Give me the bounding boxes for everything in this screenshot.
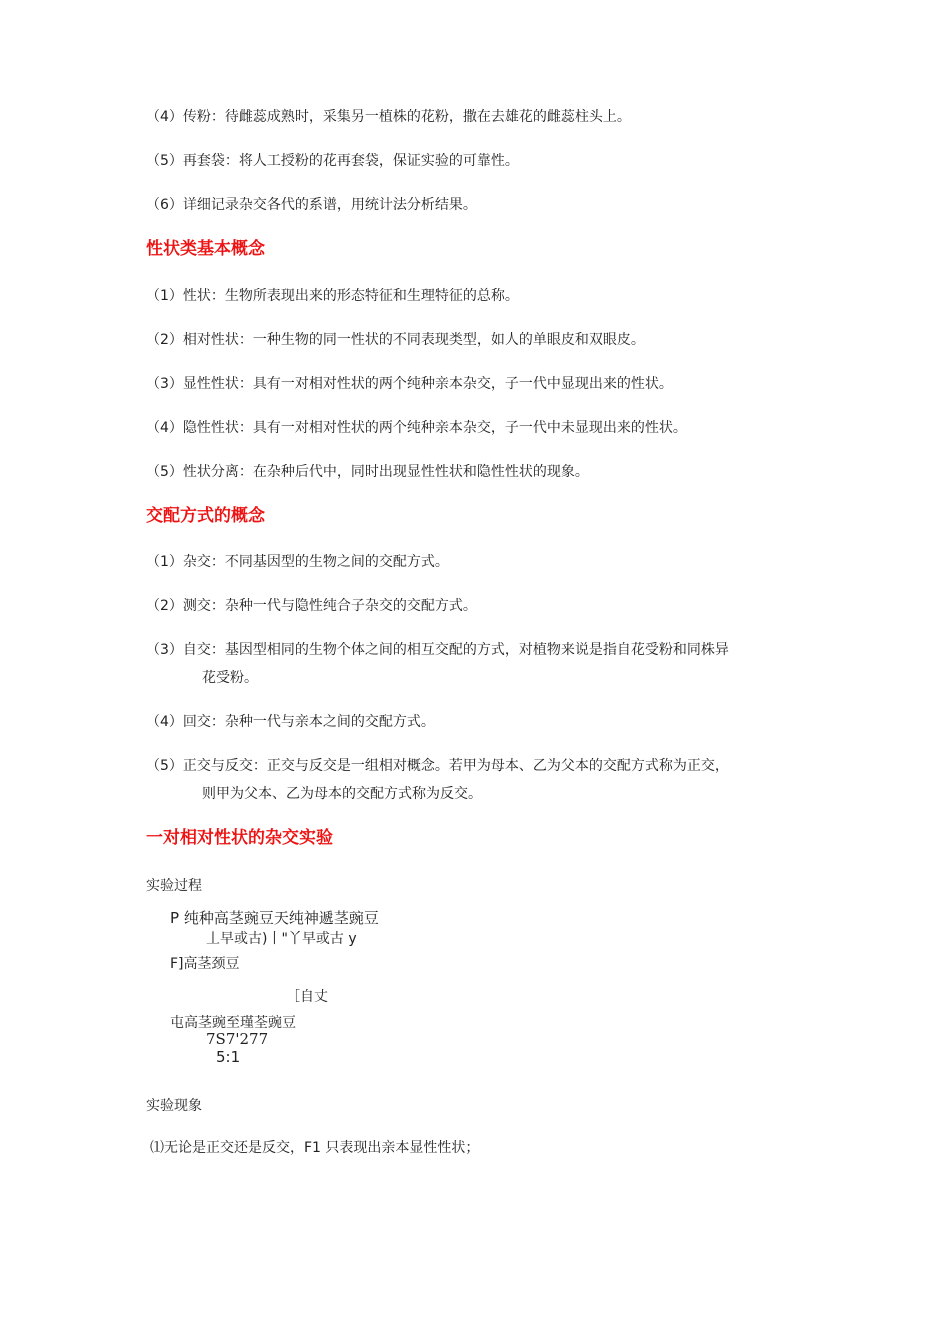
trait-item-2: （2）相对性状：一种生物的同一性状的不同表现类型，如人的单眼皮和双眼皮。 <box>146 332 645 348</box>
trait-item-5: （5）性状分离：在杂种后代中，同时出现显性性状和隐性性状的现象。 <box>146 464 589 480</box>
diagram-selfing: ［自丈 <box>286 989 328 1005</box>
trait-item-1: （1）性状：生物所表现出来的形态特征和生理特征的总称。 <box>146 288 519 304</box>
phenomenon-label: 实验现象 <box>146 1098 202 1114</box>
trait-item-3: （3）显性性状：具有一对相对性状的两个纯种亲本杂交，子一代中显现出来的性状。 <box>146 376 673 392</box>
section-title-mating: 交配方式的概念 <box>146 506 265 526</box>
diagram-p-sub: 丄早或古)丨"丫早或古 y <box>206 931 357 947</box>
section-title-traits: 性状类基本概念 <box>146 239 265 259</box>
mating-item-2: （2）测交：杂种一代与隐性纯合子杂交的交配方式。 <box>146 598 477 614</box>
step-4: （4）传粉：待雌蕊成熟时，采集另一植株的花粉，撒在去雄花的雌蕊柱头上。 <box>146 109 631 125</box>
mating-item-3-continuation: 花受粉。 <box>202 670 258 686</box>
diagram-f1-line: F]高茎颈豆 <box>170 956 240 972</box>
diagram-counts: 7S7'277 <box>206 1030 269 1048</box>
step-5: （5）再套袋：将人工授粉的花再套袋，保证实验的可靠性。 <box>146 153 519 169</box>
process-label: 实验过程 <box>146 878 202 894</box>
mating-item-4: （4）回交：杂种一代与亲本之间的交配方式。 <box>146 714 435 730</box>
trait-item-4: （4）隐性性状：具有一对相对性状的两个纯种亲本杂交，子一代中未显现出来的性状。 <box>146 420 687 436</box>
mating-item-5-continuation: 则甲为父本、乙为母本的交配方式称为反交。 <box>202 786 482 802</box>
mating-item-1: （1）杂交：不同基因型的生物之间的交配方式。 <box>146 554 449 570</box>
mating-item-3: （3）自交：基因型相同的生物个体之间的相互交配的方式，对植物来说是指自花受粉和同株异 <box>146 642 729 658</box>
diagram-f2-line: 屯高茎豌至瑾荃豌豆 <box>170 1015 296 1031</box>
mating-item-5: （5）正交与反交：正交与反交是一组相对概念。若甲为母本、乙为父本的交配方式称为正交， <box>146 758 729 774</box>
phenomenon-item-1: ⑴无论是正交还是反交，F1 只表现出亲本显性性状； <box>150 1140 480 1156</box>
step-6: （6）详细记录杂交各代的系谱，用统计法分析结果。 <box>146 197 477 213</box>
diagram-ratio: 5:1 <box>216 1048 241 1066</box>
diagram-p-line: P 纯种高茎豌豆天纯神遞茎豌豆 <box>170 909 379 927</box>
section-title-experiment: 一对相对性状的杂交实验 <box>146 828 333 848</box>
